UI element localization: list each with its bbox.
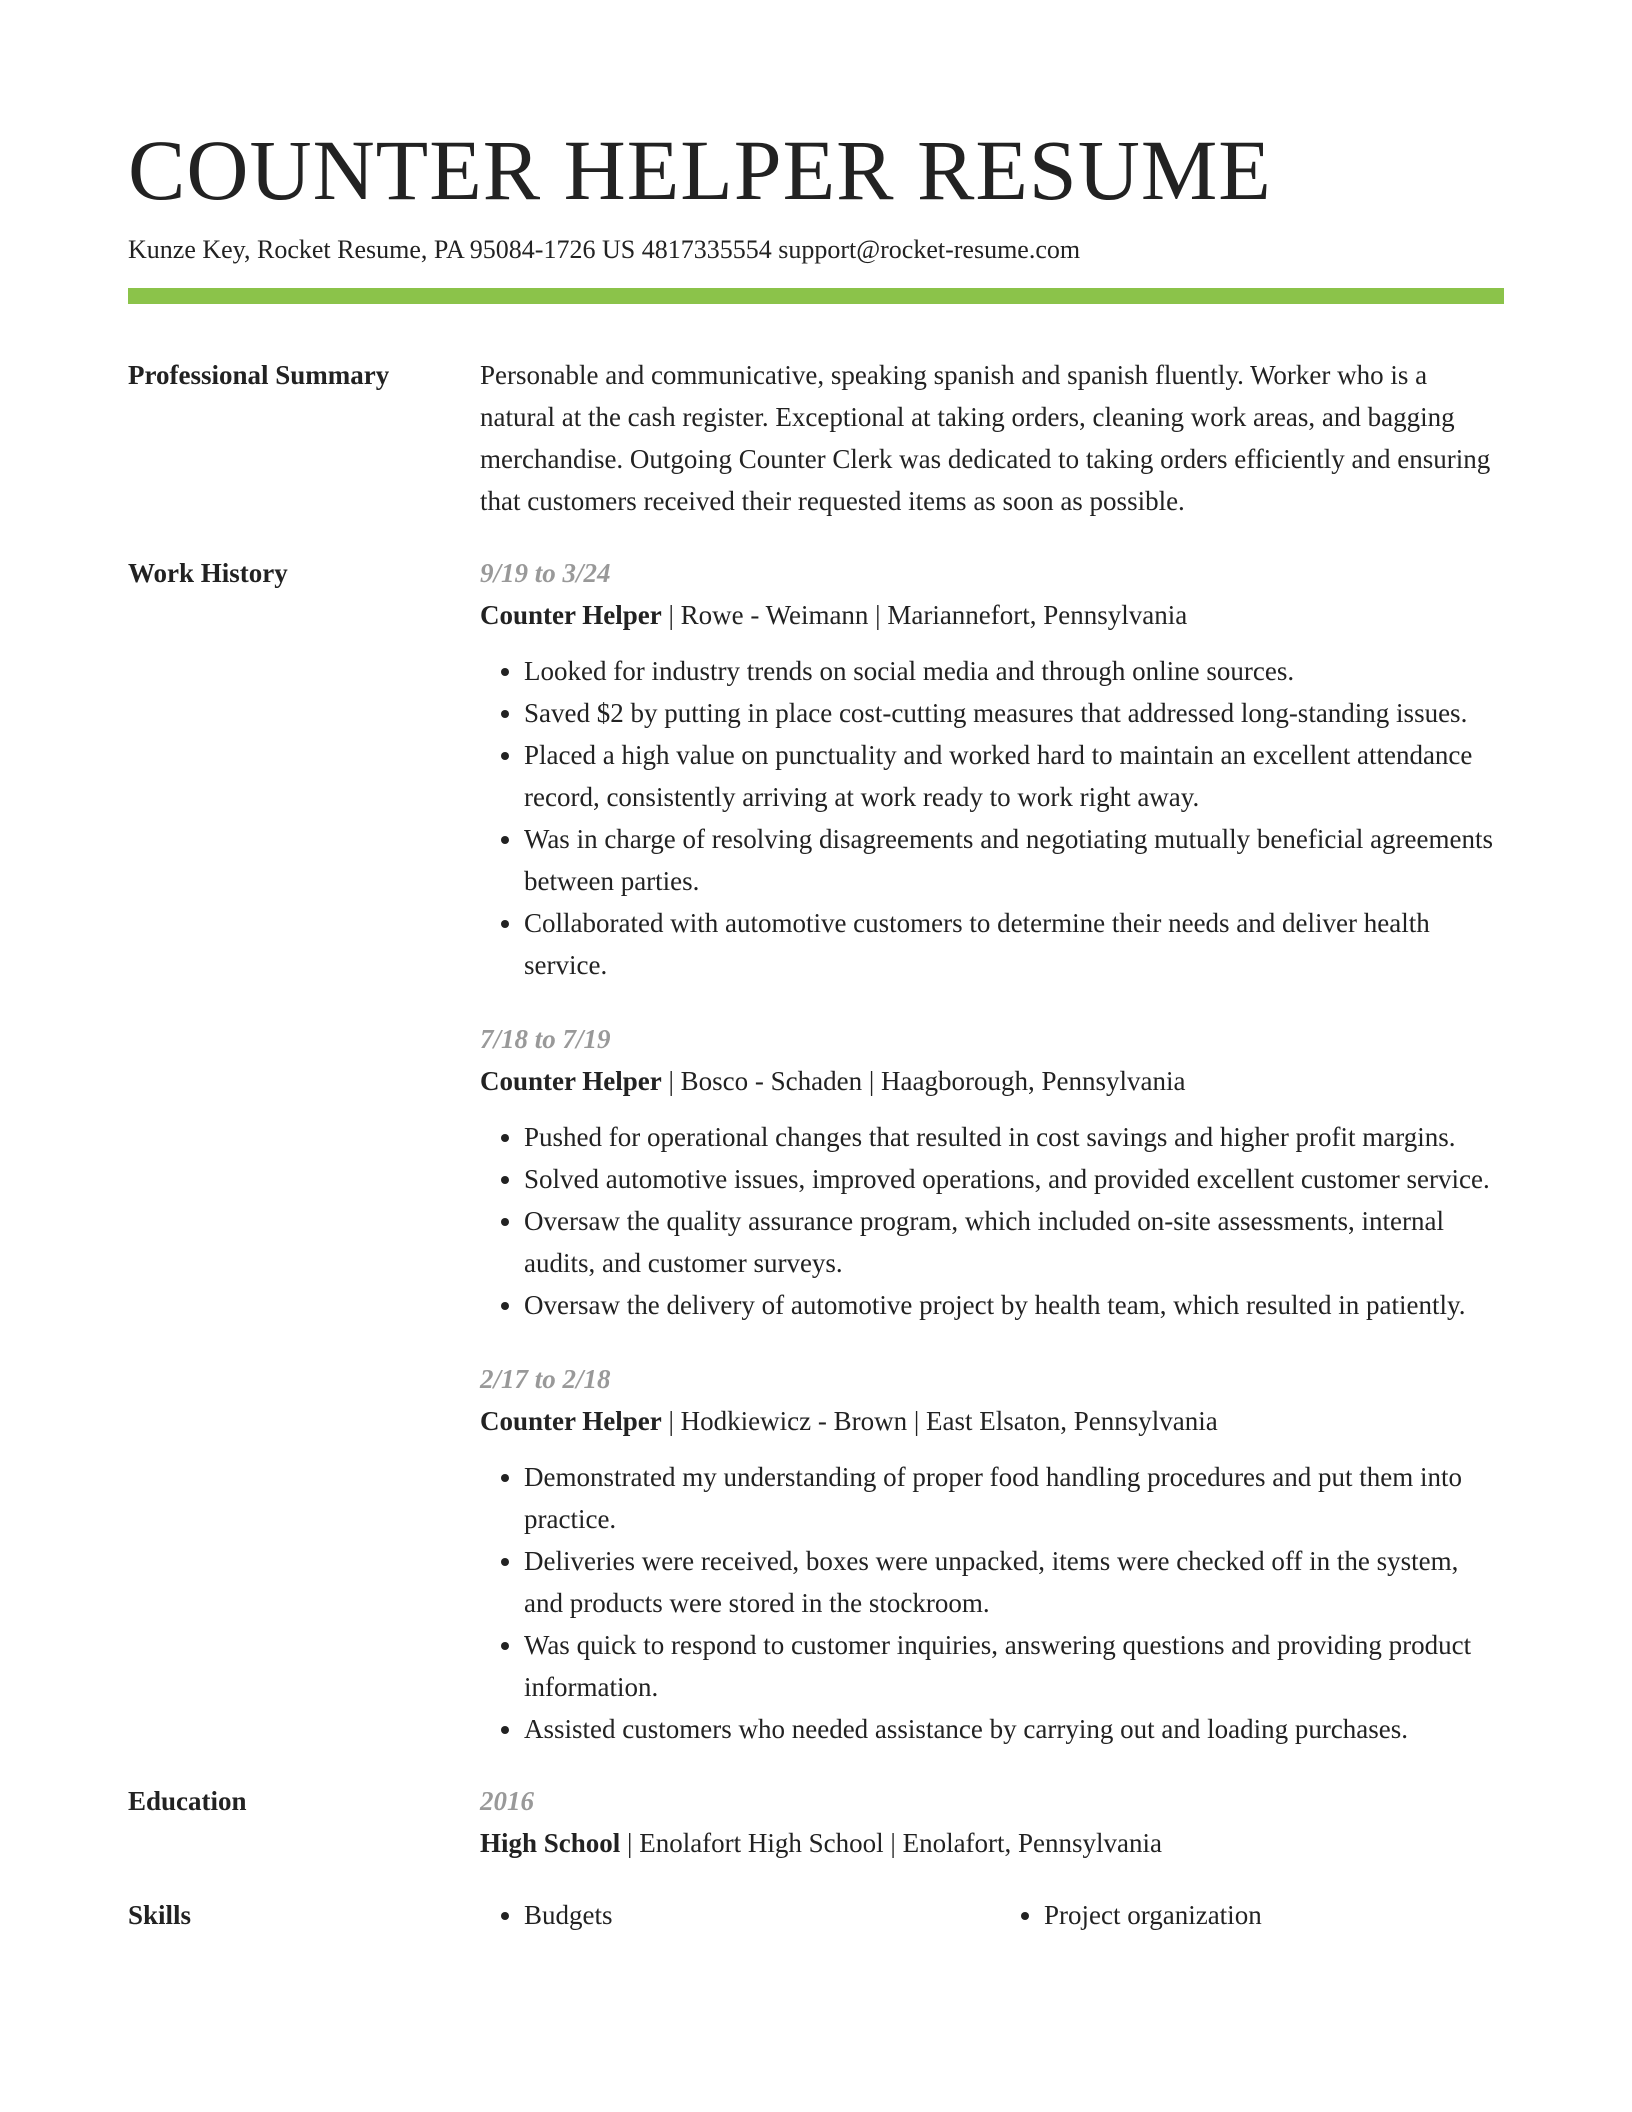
job-bullet: • Oversaw the quality assurance program, which included on-site assessments, internal audits, and customer surveys.	[524, 1200, 1504, 1284]
job-entry	[480, 1018, 1504, 1326]
job-bullet: • Saved $2 by putting in place cost-cutting measures that addressed long-standing issues.	[524, 692, 1504, 734]
job-title: Counter Helper	[480, 1066, 662, 1096]
education-year: 2016	[480, 1786, 534, 1816]
job-bullet: • Pushed for operational changes that resulted in cost savings and higher profit margins.	[524, 1116, 1504, 1158]
work-history-heading: Work History	[128, 558, 288, 588]
job-bullet: • Was quick to respond to customer inquiries, answering questions and providing product information.	[524, 1624, 1504, 1708]
job-dates: 9/19 to 3/24	[480, 558, 611, 588]
job-details: | Hodkiewicz - Brown | East Elsaton, Pennsylvania	[661, 1406, 1218, 1436]
skill-item: • Budgets	[524, 1894, 984, 1936]
job-bullet: • Assisted customers who needed assistance by carrying out and loading purchases.	[524, 1708, 1504, 1750]
education-heading: Education	[128, 1786, 247, 1816]
skills-section	[128, 1894, 1504, 1936]
page-title: COUNTER HELPER RESUME	[128, 122, 1272, 218]
job-entry	[480, 1358, 1504, 1750]
job-bullet: • Oversaw the delivery of automotive project by health team, which resulted in patiently.	[524, 1284, 1504, 1326]
job-title-line	[480, 594, 1504, 636]
job-title-line	[480, 1060, 1504, 1102]
education-details: | Enolafort High School | Enolafort, Pennsylvania	[620, 1828, 1163, 1858]
job-bullet: • Deliveries were received, boxes were unpacked, items were checked off in the system, and products were stored in the stockroom.	[524, 1540, 1504, 1624]
education-section	[128, 1780, 1504, 1864]
header-divider	[128, 288, 1504, 304]
skill-item: • Project organization	[1044, 1894, 1504, 1936]
job-title: Counter Helper	[480, 600, 662, 630]
resume-page	[128, 112, 1504, 1936]
education-degree: High School	[480, 1828, 621, 1858]
summary-section	[128, 354, 1504, 522]
job-details: | Bosco - Schaden | Haagborough, Pennsylvania	[661, 1066, 1186, 1096]
job-dates: 2/17 to 2/18	[480, 1364, 611, 1394]
summary-heading: Professional Summary	[128, 360, 390, 390]
work-history-section	[128, 552, 1504, 1750]
job-bullet: • Solved automotive issues, improved operations, and provided excellent customer service.	[524, 1158, 1504, 1200]
summary-text: Personable and communicative, speaking spanish and spanish fluently. Worker who is a natural at the cash register. Exceptional at taking orders, cleaning work areas, and bagging merchandise. Outgoing Counter Clerk was dedicated to taking orders efficiently and ensuring that customers received their requested items as soon as possible.	[480, 360, 1491, 516]
job-title-line	[480, 1400, 1504, 1442]
education-line	[480, 1822, 1504, 1864]
contact-info: Kunze Key, Rocket Resume, PA 95084-1726 US 4817335554 support@rocket-resume.com	[128, 235, 1081, 264]
job-bullet: • Was in charge of resolving disagreements and negotiating mutually beneficial agreements between parties.	[524, 818, 1504, 902]
skills-heading: Skills	[128, 1900, 192, 1930]
skills-list	[480, 1894, 1504, 1936]
job-title: Counter Helper	[480, 1406, 662, 1436]
job-bullet: • Looked for industry trends on social media and through online sources.	[524, 650, 1504, 692]
job-details: | Rowe - Weimann | Mariannefort, Pennsylvania	[661, 600, 1188, 630]
job-bullets	[480, 1116, 1504, 1326]
job-dates: 7/18 to 7/19	[480, 1024, 611, 1054]
job-bullet: • Placed a high value on punctuality and worked hard to maintain an excellent attendance record, consistently arriving at work ready to work right away.	[524, 734, 1504, 818]
job-bullets	[480, 1456, 1504, 1750]
job-bullets	[480, 650, 1504, 986]
job-entry	[480, 552, 1504, 986]
job-bullet: • Collaborated with automotive customers to determine their needs and deliver health service.	[524, 902, 1504, 986]
job-bullet: • Demonstrated my understanding of proper food handling procedures and put them into practice.	[524, 1456, 1504, 1540]
